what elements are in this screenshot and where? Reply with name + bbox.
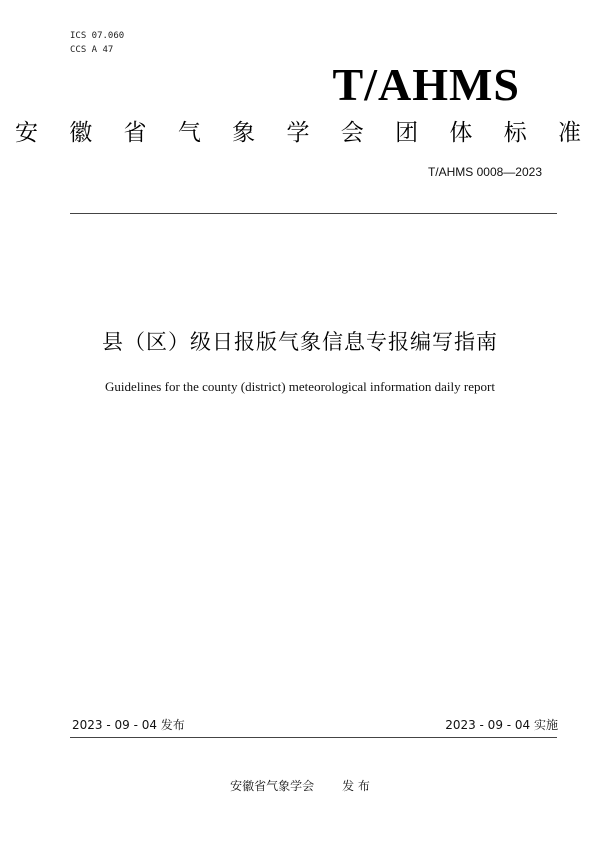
issuer-name: 安徽省气象学会 [230, 779, 315, 793]
issuer-action: 发 布 [342, 779, 370, 793]
document-title-english: Guidelines for the county (district) meteorological information daily report [105, 379, 495, 394]
standard-number: T/AHMS 0008—2023 [427, 165, 542, 179]
ics-code: ICS 07.060 [70, 31, 125, 41]
organization-standard-title: 安 徽 省 气 象 学 会 团 体 标 准 [14, 120, 594, 146]
publish-date: 2023 - 09 - 04 发布 [72, 718, 185, 732]
ccs-code: CCS A 47 [70, 45, 114, 55]
document-title-chinese: 县（区）级日报版气象信息专报编写指南 [102, 330, 498, 354]
classification-codes [70, 29, 124, 57]
implement-date: 2023 - 09 - 04 实施 [445, 718, 558, 732]
footer-divider [70, 737, 557, 738]
header-divider [70, 213, 557, 214]
issuer-line [0, 777, 600, 794]
standard-brand-logo: T/AHMS [332, 59, 520, 110]
